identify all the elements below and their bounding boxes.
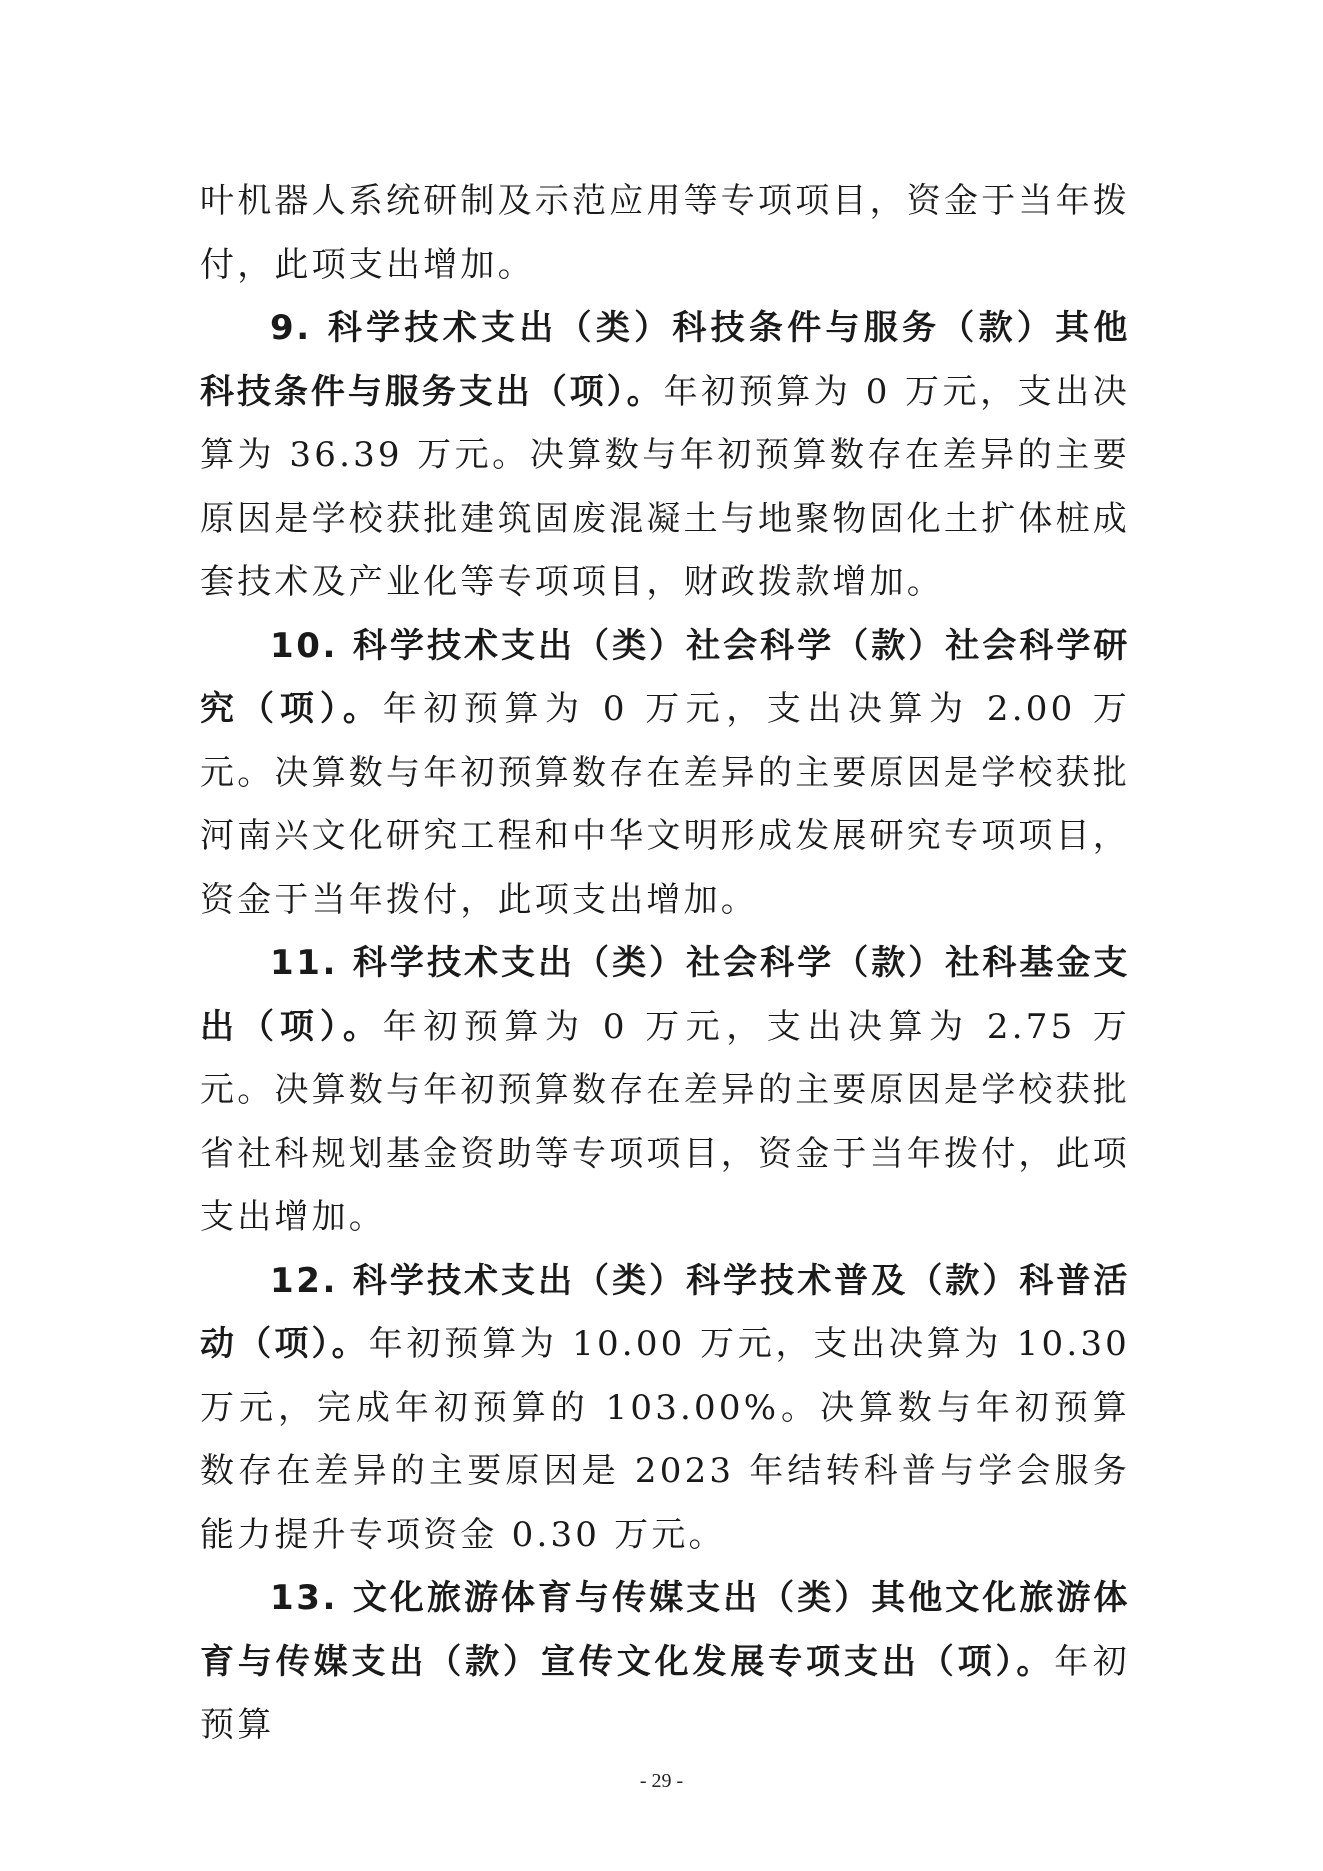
paragraph-body: 年初预算为 0 万元，支出决算为 2.75 万元。决算数与年初预算数存在差异的主要原因是学校获批省社科规划基金资助等专项项目，资金于当年拨付，此项支出增加。 bbox=[200, 1006, 1130, 1237]
paragraph-body: 年初预算 bbox=[200, 1641, 1130, 1745]
paragraph-heading: 9. 科学技术支出（类）科技条件与服务（款）其他科技条件与服务支出（项）。 bbox=[200, 308, 1130, 412]
paragraph-item-13 bbox=[200, 1567, 1130, 1758]
page-number: - 29 - bbox=[639, 1770, 684, 1792]
paragraph-body: 年初预算为 10.00 万元，支出决算为 10.30 万元，完成年初预算的 103.00%。决算数与年初预算数存在差异的主要原因是 2023 年结转科普与学会服务能力提升专项资金 0.30 万元。 bbox=[200, 1324, 1131, 1555]
paragraph-heading: 12. 科学技术支出（类）科学技术普及（款）科普活动（项）。 bbox=[200, 1260, 1130, 1364]
paragraph-body: 年初预算为 0 万元，支出决算为 2.00 万元。决算数与年初预算数存在差异的主要原因是学校获批河南兴文化研究工程和中华文明形成发展研究专项项目，资金于当年拨付，此项支出增加。 bbox=[200, 689, 1130, 920]
paragraph-item-12 bbox=[200, 1250, 1130, 1568]
paragraph-item-10 bbox=[200, 615, 1130, 933]
paragraph-continuation bbox=[200, 170, 1130, 297]
paragraph-item-9 bbox=[200, 297, 1130, 615]
paragraph-body: 年初预算为 0 万元，支出决算为 36.39 万元。决算数与年初预算数存在差异的主要原因是学校获批建筑固废混凝土与地聚物固化土扩体桩成套技术及产业化等专项项目，财政拨款增加。 bbox=[200, 371, 1130, 602]
paragraph-item-11 bbox=[200, 932, 1130, 1250]
paragraph-body: 叶机器人系统研制及示范应用等专项项目，资金于当年拨付，此项支出增加。 bbox=[200, 181, 1130, 285]
paragraph-heading: 13. 文化旅游体育与传媒支出（类）其他文化旅游体育与传媒支出（款）宣传文化发展专项支出（项）。 bbox=[200, 1578, 1130, 1682]
paragraph-heading: 10. 科学技术支出（类）社会科学（款）社会科学研究（项）。 bbox=[200, 625, 1130, 729]
paragraph-heading: 11. 科学技术支出（类）社会科学（款）社科基金支出（项）。 bbox=[200, 943, 1130, 1047]
document-body bbox=[200, 170, 1130, 1758]
